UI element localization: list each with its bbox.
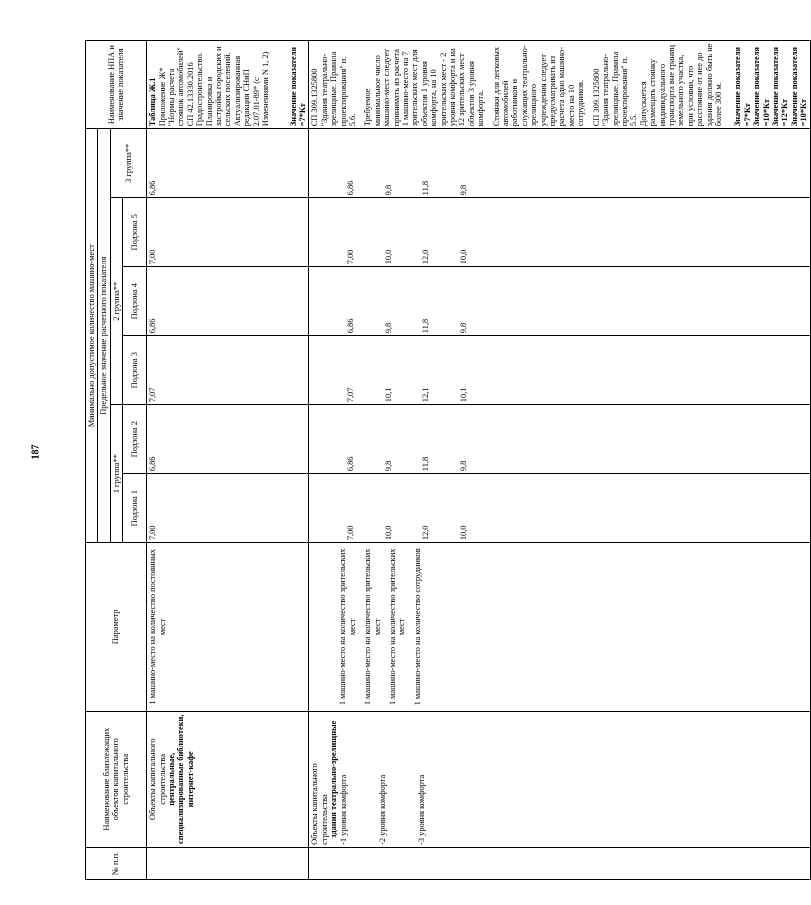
- table-row: [147, 41, 309, 880]
- npa-ref2: СП 309.1325800 "Здания театрально-зрелищные. Правила проектирования" п. 5.5.: [591, 51, 639, 127]
- value-cell: [309, 267, 810, 336]
- value: 7,07: [346, 387, 356, 403]
- header-limit-value: Предельное значение расчетного показателя: [98, 129, 110, 543]
- value: 10,0: [383, 525, 393, 541]
- comfort-level-1: -1 уровня комфорта: [338, 774, 348, 845]
- value-cell: [309, 474, 810, 543]
- param-cell: [309, 543, 810, 711]
- value-cell: 7,00: [147, 474, 309, 543]
- npa-cell: [147, 41, 309, 129]
- object-name-cell: [147, 711, 309, 847]
- object-name-plain: Объекты капитального строительства: [310, 763, 329, 845]
- param-line: 1 машино-место на количество зрительских мест: [338, 548, 357, 706]
- value: 9,8: [383, 460, 393, 472]
- value-cell: 6,86: [147, 129, 309, 198]
- value: 6,86: [346, 318, 356, 334]
- header-num: № п.п.: [86, 847, 147, 879]
- value: 9,8: [458, 460, 468, 472]
- header-sub2: Подзона 2: [123, 405, 147, 474]
- param-cell: 1 машино-место на количество постоянных мест: [147, 543, 309, 711]
- npa-requirement: Требуемое минимальное число машино-мест следует принимать из расчета 1 машино-место на 7 зрительских мест для объектов 1 уровня комфорта, на 10 зрительских мест - 2 уровня комфорта и на 12 зрительских мест объектов 3 уровня комфорта.: [363, 48, 486, 127]
- value-cell: 7,07: [147, 336, 309, 405]
- value: 11,8: [421, 180, 431, 196]
- value: 6,86: [346, 456, 356, 472]
- npa-allow: Допускается размещать стоянку индивидуального транспорта вне границ земельного участка, при условии, что расстояние от нее до здания должно быть не более 300 м.: [638, 43, 723, 127]
- value-cell: [309, 129, 810, 198]
- value-cell: [309, 336, 810, 405]
- value: 9,8: [383, 322, 393, 334]
- value: 11,8: [421, 318, 431, 334]
- object-name-plain: Объекты капитального строительства: [148, 738, 167, 821]
- value-cell: 6,86: [147, 267, 309, 336]
- object-name-bold: центральные, специализированные библиотеки, интернет-кафе: [167, 714, 195, 844]
- value: 9,8: [458, 322, 468, 334]
- header-min-count: Минимально допустимое количество машино-мест: [86, 129, 98, 543]
- npa-ref: СП 309.1325800 "Здания театрально-зрелищные. Правила проектирования" п. 5.6.: [310, 51, 357, 127]
- npa-table-ref: Таблица Ж.1: [148, 77, 158, 127]
- value-cell: [309, 405, 810, 474]
- value: 11,8: [421, 456, 431, 472]
- object-name-bold: здания театрально-зрелищные: [329, 720, 339, 838]
- param-line: 1 машино-место на количество зрительских мест: [387, 548, 407, 706]
- value: 9,8: [383, 184, 393, 196]
- value: 7,00: [346, 249, 356, 265]
- value: 10,0: [383, 249, 393, 265]
- header-sub3: Подзона 3: [123, 336, 147, 405]
- header-group1: 1 группа**: [110, 405, 122, 543]
- value: 10,0: [458, 249, 468, 265]
- rotated-page: [85, 40, 809, 880]
- value: 10,1: [458, 387, 468, 403]
- value: 9,8: [458, 184, 468, 196]
- value: 12,0: [421, 249, 431, 265]
- object-name-cell: [309, 711, 810, 847]
- npa-value: Значение показателя =12*Кт: [771, 47, 790, 127]
- value: 10,1: [383, 387, 393, 403]
- value-cell: [309, 198, 810, 267]
- npa-value: Значение показателя =7*Кт: [288, 47, 307, 127]
- value: 6,86: [346, 180, 356, 196]
- row-num: [309, 847, 810, 879]
- header-param: Параметр: [86, 543, 147, 711]
- value: 7,00: [346, 525, 356, 541]
- header-group2: 2 группа**: [110, 198, 122, 405]
- parking-norms-table: [85, 40, 811, 880]
- comfort-level-2: -2 уровня комфорта: [377, 774, 387, 845]
- value-cell: 7,00: [147, 198, 309, 267]
- header-group3: 3 группа**: [110, 129, 146, 198]
- npa-value: Значение показателя =10*Кт: [789, 47, 809, 127]
- header-sub4: Подзона 4: [123, 267, 147, 336]
- value: 12,1: [421, 387, 431, 403]
- npa-text: Приложение Ж* "Нормы расчета стоянок автомобилей" СП 42.13330.2016 Градостроительство. Планировка и застройка городских и сельских поселений. Актуализированная редакция СНиП 2.07.01-89* (с Изменениями N 1, 2): [157, 46, 271, 127]
- value-cell: 6,86: [147, 405, 309, 474]
- row-num: [147, 847, 309, 879]
- param-line: 1 машино-место на количество сотрудников: [412, 548, 422, 706]
- header-sub5: Подзона 5: [123, 198, 147, 267]
- value: 12,0: [421, 525, 431, 541]
- header-object-name: Наименование близлежащих объектов капитального строительства: [86, 711, 147, 847]
- npa-cell: [309, 41, 810, 129]
- param-line: 1 машино-место на количество зрительских мест: [363, 548, 382, 706]
- npa-value: Значение показателя =10*Кт: [752, 47, 771, 127]
- page-number: 187: [30, 444, 42, 460]
- npa-value: Значение показателя =7*Кт: [733, 47, 752, 127]
- header-npa: Наименование НПА и значение показателя: [86, 41, 147, 129]
- header-sub1: Подзона 1: [123, 474, 147, 543]
- npa-staff: Стоянки для легковых автомобилей работников и служащих театрально-зрелищного учреждения следует предусматривать из расчета одно машино-место на 10 сотрудников.: [491, 45, 586, 127]
- comfort-level-3: -3 уровня комфорта: [417, 774, 427, 845]
- table-row: [309, 41, 810, 880]
- value: 10,0: [458, 525, 468, 541]
